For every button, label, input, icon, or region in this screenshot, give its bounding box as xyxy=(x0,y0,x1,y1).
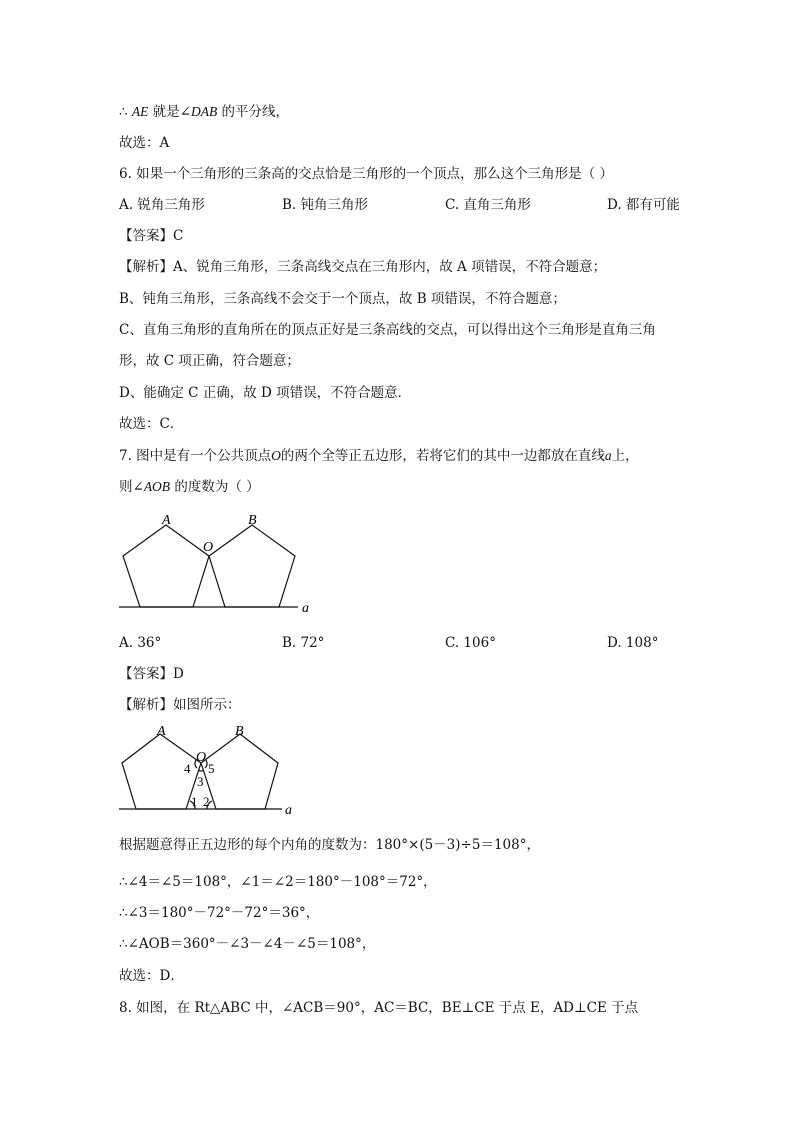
q7-option-d: D. 108° xyxy=(607,635,659,651)
select-a: 故选：A xyxy=(119,135,170,151)
pentagon-left xyxy=(123,525,209,607)
answer-6: 【答案】C xyxy=(119,228,184,244)
label-line-a: a xyxy=(285,803,292,818)
label-angle-4: 4 xyxy=(184,761,191,776)
conclusion-line xyxy=(119,102,289,122)
q6-option-b: B. 钝角三角形 xyxy=(282,197,369,213)
text: 的两个全等正五边形，若将它们的其中一边都放在直线 xyxy=(280,448,605,464)
angle-dab: DAB xyxy=(191,104,218,119)
q6-option-d: D. 都有可能 xyxy=(607,197,680,213)
explanation-6-a: 【解析】A、锐角三角形，三条高线交点在三角形内，故 A 项错误，不符合题意； xyxy=(119,259,607,275)
explanation-6-d: D、能确定 C 正确，故 D 项错误，不符合题意． xyxy=(119,385,412,401)
label-angle-5: 5 xyxy=(208,761,215,776)
q6-option-c: C. 直角三角形 xyxy=(445,197,531,213)
angle-arc-3 xyxy=(198,770,204,771)
label-o: O xyxy=(203,540,214,555)
calculation-angles-4-5: ∴∠4＝∠5＝108°，∠1＝∠2＝180°－108°＝72°， xyxy=(119,874,437,890)
explanation-7: 【解析】如图所示： xyxy=(119,697,241,713)
q7-option-a: A. 36° xyxy=(119,635,162,651)
label-angle-2: 2 xyxy=(203,794,210,809)
explanation-6-b: B、钝角三角形，三条高线不会交于一个顶点，故 B 项错误，不符合题意； xyxy=(119,291,566,307)
label-angle-1: 1 xyxy=(191,794,198,809)
text: 上， xyxy=(611,448,639,464)
label-b: B xyxy=(248,513,257,528)
text: 就是∠ xyxy=(148,104,191,120)
select-c: 故选：C． xyxy=(119,416,184,432)
pentagon-figure xyxy=(110,505,320,617)
label-angle-3: 3 xyxy=(197,774,204,789)
q7-option-c: C. 106° xyxy=(445,635,496,651)
explanation-6-c: C、直角三角形的直角所在的顶点正好是三条高线的交点，可以得出这个三角形是直角三角 xyxy=(119,322,656,338)
calculation-angle-3: ∴∠3＝180°－72°－72°＝36°， xyxy=(119,905,320,921)
question-8: 8. 如图，在 Rt△ABC 中，∠ACB＝90°，AC＝BC，BE⊥CE 于点 E，AD⊥CE 于点 xyxy=(119,1000,639,1016)
label-o: O xyxy=(196,750,207,765)
pentagon-figure-annotated xyxy=(110,718,300,818)
pentagon-right xyxy=(209,525,295,607)
select-d: 故选：D． xyxy=(119,968,184,984)
point-o: O xyxy=(271,448,281,463)
text: 的度数为（ ） xyxy=(170,479,260,495)
question-6: 6. 如果一个三角形的三条高的交点恰是三角形的一个顶点，那么这个三角形是（ ） xyxy=(119,166,613,182)
line-a: a xyxy=(604,448,612,463)
calculation-interior-angle: 根据题意得正五边形的每个内角的度数为：180°×(5－3)÷5＝108°， xyxy=(119,837,540,853)
explanation-6-c-cont: 形，故 C 项正确，符合题意； xyxy=(119,353,300,369)
angle-aob: AOB xyxy=(143,479,171,494)
text: 的平分线， xyxy=(217,104,290,120)
text: 则∠ xyxy=(119,479,144,495)
text: 7. 图中是有一个公共顶点 xyxy=(119,448,272,464)
therefore-symbol: ∴ xyxy=(119,104,132,120)
q7-option-b: B. 72° xyxy=(282,635,325,651)
label-a: A xyxy=(162,513,171,528)
label-b: B xyxy=(235,724,244,739)
question-7 xyxy=(119,446,639,466)
calculation-angle-aob: ∴∠AOB＝360°－∠3－∠4－∠5＝108°， xyxy=(119,936,376,952)
segment-ae: AE xyxy=(131,104,149,119)
question-7-cont xyxy=(119,477,260,497)
label-line-a: a xyxy=(302,601,309,616)
label-a: A xyxy=(157,724,166,739)
q6-option-a: A. 锐角三角形 xyxy=(119,197,205,213)
answer-7: 【答案】D xyxy=(119,666,184,682)
